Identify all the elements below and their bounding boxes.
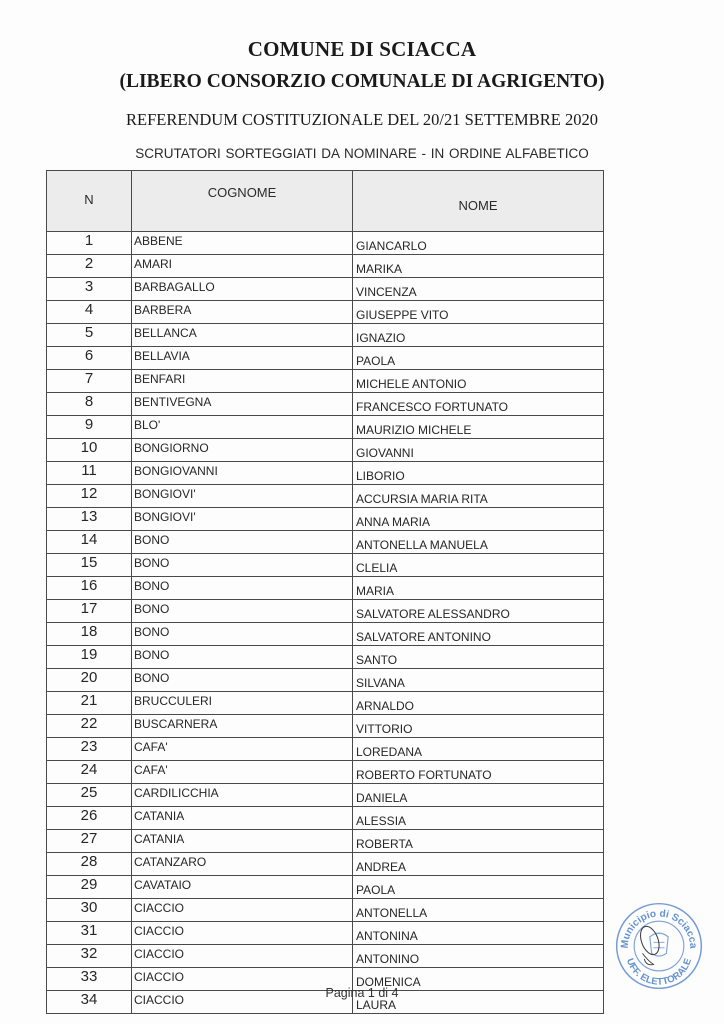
surname-cell: CIACCIO [132, 922, 353, 945]
first-name-cell: ANTONELLA [353, 899, 604, 922]
table-row [47, 646, 604, 669]
table-row [47, 692, 604, 715]
table-row [47, 669, 604, 692]
first-name-cell: SALVATORE ALESSANDRO [353, 600, 604, 623]
table-row [47, 462, 604, 485]
surname-cell: BRUCCULERI [132, 692, 353, 715]
first-name-cell: GIUSEPPE VITO [353, 301, 604, 324]
surname-cell: CAFA' [132, 738, 353, 761]
surname-cell: BONO [132, 669, 353, 692]
first-name-cell: LAURA [353, 991, 604, 1014]
row-number: 6 [47, 347, 132, 370]
table-row [47, 577, 604, 600]
column-header-cognome: COGNOME [132, 171, 353, 232]
consortium-title: (LIBERO CONSORZIO COMUNALE DI AGRIGENTO) [119, 71, 605, 92]
surname-cell: BELLANCA [132, 324, 353, 347]
row-number: 25 [47, 784, 132, 807]
row-number: 19 [47, 646, 132, 669]
table-row [47, 301, 604, 324]
stamp-top-text: Municipio di Sciacca [619, 908, 699, 949]
first-name-cell: ACCURSIA MARIA RITA [353, 485, 604, 508]
row-number: 15 [47, 554, 132, 577]
first-name-cell: DOMENICA [353, 968, 604, 991]
surname-cell: BONO [132, 646, 353, 669]
row-number: 20 [47, 669, 132, 692]
surname-cell: BONO [132, 577, 353, 600]
column-header-nome: NOME [353, 171, 604, 232]
first-name-cell: FRANCESCO FORTUNATO [353, 393, 604, 416]
row-number: 11 [47, 462, 132, 485]
first-name-cell: LOREDANA [353, 738, 604, 761]
row-number: 31 [47, 922, 132, 945]
row-number: 23 [47, 738, 132, 761]
row-number: 5 [47, 324, 132, 347]
first-name-cell: ROBERTA [353, 830, 604, 853]
first-name-cell: GIOVANNI [353, 439, 604, 462]
first-name-cell: ANDREA [353, 853, 604, 876]
row-number: 21 [47, 692, 132, 715]
municipality-title: COMUNE DI SCIACCA [247, 37, 477, 61]
row-number: 24 [47, 761, 132, 784]
table-row [47, 715, 604, 738]
surname-cell: AMARI [132, 255, 353, 278]
row-number: 34 [47, 991, 132, 1014]
surname-cell: CAVATAIO [132, 876, 353, 899]
surname-cell: BARBERA [132, 301, 353, 324]
table-row [47, 853, 604, 876]
surname-cell: CIACCIO [132, 991, 353, 1014]
row-number: 17 [47, 600, 132, 623]
surname-cell: CATANIA [132, 807, 353, 830]
row-number: 22 [47, 715, 132, 738]
surname-cell: BONGIOVI' [132, 485, 353, 508]
surname-cell: BONGIOVANNI [132, 462, 353, 485]
row-number: 29 [47, 876, 132, 899]
first-name-cell: PAOLA [353, 347, 604, 370]
table-row [47, 945, 604, 968]
row-number: 26 [47, 807, 132, 830]
table-row [47, 531, 604, 554]
electoral-office-stamp [613, 900, 705, 992]
table-row [47, 738, 604, 761]
table-row [47, 922, 604, 945]
surname-cell: BARBAGALLO [132, 278, 353, 301]
surname-cell: BENFARI [132, 370, 353, 393]
surname-cell: CAFA' [132, 761, 353, 784]
table-row [47, 393, 604, 416]
table-row [47, 807, 604, 830]
signature-scribble-icon [637, 924, 663, 965]
table-row [47, 324, 604, 347]
first-name-cell: MAURIZIO MICHELE [353, 416, 604, 439]
table-row [47, 623, 604, 646]
table-row [47, 899, 604, 922]
surname-cell: CARDILICCHIA [132, 784, 353, 807]
first-name-cell: IGNAZIO [353, 324, 604, 347]
surname-cell: BUSCARNERA [132, 715, 353, 738]
list-subtitle: SCRUTATORI SORTEGGIATI DA NOMINARE - IN ORDINE ALFABETICO [135, 146, 589, 161]
first-name-cell: ANTONINO [353, 945, 604, 968]
table-row [47, 347, 604, 370]
table-row [47, 784, 604, 807]
first-name-cell: ROBERTO FORTUNATO [353, 761, 604, 784]
row-number: 30 [47, 899, 132, 922]
page-number: Pagina 1 di 4 [325, 986, 399, 1000]
row-number: 33 [47, 968, 132, 991]
first-name-cell: CLELIA [353, 554, 604, 577]
row-number: 16 [47, 577, 132, 600]
surname-cell: BLO' [132, 416, 353, 439]
surname-cell: BENTIVEGNA [132, 393, 353, 416]
table-row [47, 600, 604, 623]
first-name-cell: SALVATORE ANTONINO [353, 623, 604, 646]
first-name-cell: LIBORIO [353, 462, 604, 485]
table-row [47, 370, 604, 393]
first-name-cell: MICHELE ANTONIO [353, 370, 604, 393]
table-row [47, 485, 604, 508]
first-name-cell: ANTONELLA MANUELA [353, 531, 604, 554]
table-body [47, 232, 604, 1014]
surname-cell: BELLAVIA [132, 347, 353, 370]
surname-cell: ABBENE [132, 232, 353, 255]
row-number: 4 [47, 301, 132, 324]
surname-cell: BONGIOVI' [132, 508, 353, 531]
table-header-row [47, 171, 604, 232]
row-number: 9 [47, 416, 132, 439]
first-name-cell: DANIELA [353, 784, 604, 807]
table-row [47, 876, 604, 899]
row-number: 13 [47, 508, 132, 531]
row-number: 27 [47, 830, 132, 853]
svg-text:UFF. ELETTORALE [624, 956, 694, 987]
table-row [47, 830, 604, 853]
surname-cell: BONGIORNO [132, 439, 353, 462]
row-number: 28 [47, 853, 132, 876]
table-row [47, 554, 604, 577]
first-name-cell: PAOLA [353, 876, 604, 899]
row-number: 10 [47, 439, 132, 462]
surname-cell: BONO [132, 554, 353, 577]
first-name-cell: GIANCARLO [353, 232, 604, 255]
surname-cell: BONO [132, 531, 353, 554]
event-title: REFERENDUM COSTITUZIONALE DEL 20/21 SETTEMBRE 2020 [126, 110, 598, 129]
row-number: 32 [47, 945, 132, 968]
first-name-cell: ALESSIA [353, 807, 604, 830]
first-name-cell: VINCENZA [353, 278, 604, 301]
row-number: 12 [47, 485, 132, 508]
surname-cell: CIACCIO [132, 945, 353, 968]
surname-cell: CATANIA [132, 830, 353, 853]
first-name-cell: SILVANA [353, 669, 604, 692]
surname-cell: CIACCIO [132, 899, 353, 922]
first-name-cell: ANNA MARIA [353, 508, 604, 531]
row-number: 1 [47, 232, 132, 255]
stamp-bottom-text: UFF. ELETTORALE [623, 956, 695, 988]
row-number: 7 [47, 370, 132, 393]
first-name-cell: VITTORIO [353, 715, 604, 738]
row-number: 8 [47, 393, 132, 416]
first-name-cell: MARIA [353, 577, 604, 600]
table-row [47, 278, 604, 301]
table-row [47, 439, 604, 462]
surname-cell: BONO [132, 600, 353, 623]
row-number: 18 [47, 623, 132, 646]
table-row [47, 416, 604, 439]
first-name-cell: ANTONINA [353, 922, 604, 945]
surname-cell: CIACCIO [132, 968, 353, 991]
column-header-n: N [47, 171, 132, 232]
first-name-cell: MARIKA [353, 255, 604, 278]
table-row [47, 761, 604, 784]
table-row [47, 255, 604, 278]
surname-cell: CATANZARO [132, 853, 353, 876]
first-name-cell: SANTO [353, 646, 604, 669]
surname-cell: BONO [132, 623, 353, 646]
row-number: 2 [47, 255, 132, 278]
row-number: 3 [47, 278, 132, 301]
first-name-cell: ARNALDO [353, 692, 604, 715]
table-row [47, 508, 604, 531]
table-row [47, 232, 604, 255]
row-number: 14 [47, 531, 132, 554]
scrutinizers-table [46, 170, 604, 1014]
